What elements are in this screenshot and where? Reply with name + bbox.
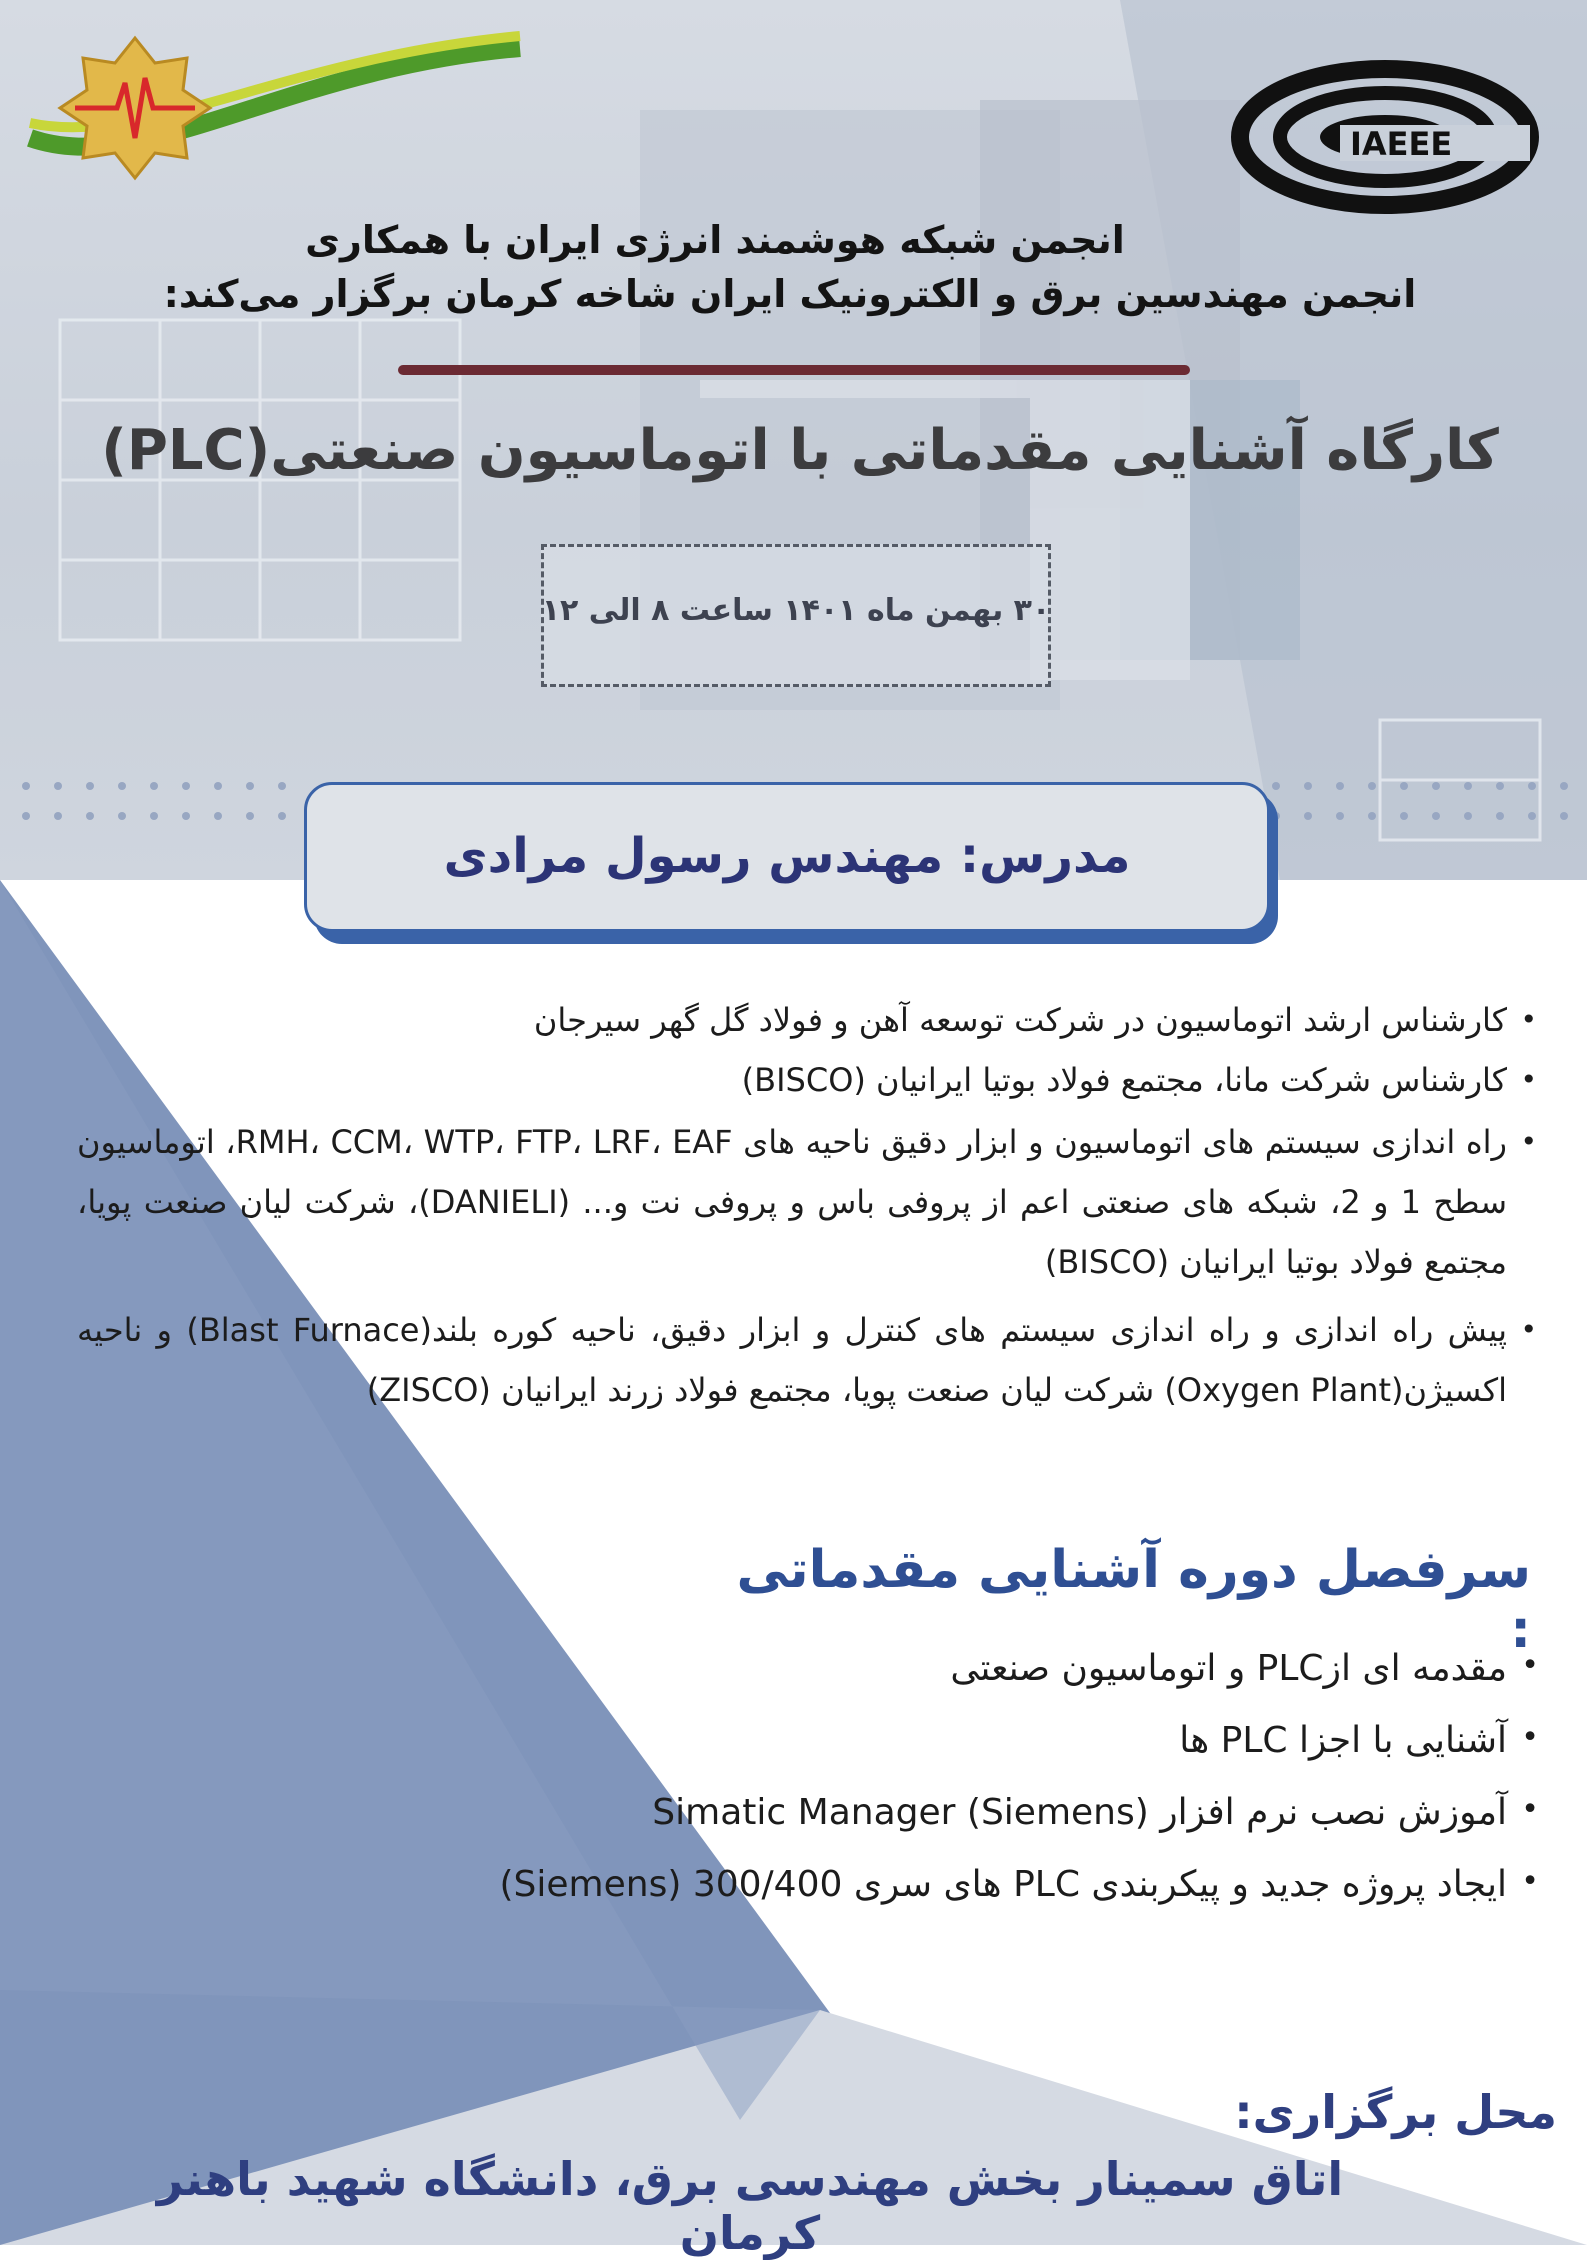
organizer-line-2: انجمن مهندسین برق و الکترونیک ایران شاخه کرمان برگزار می‌کند: [163,272,1417,316]
iaeee-kerman-logo [1190,15,1565,220]
bio-item: • کارشناس شرکت مانا، مجتمع فولاد بوتیا ایرانیان (BISCO) [97,1050,1507,1110]
dots-pattern-right [1268,778,1578,848]
dots-pattern-left [18,778,318,848]
bio-item: • راه اندازی سیستم های اتوماسیون و ابزار دقیق ناحیه های RMH، CCM، WTP، FTP، LRF، EAF، اتوماسیون سطح 1 و 2، شبکه های صنعتی اعم از پروفی باس و پروفی نت و... (DANIELI)، شرکت لیان صنعت پویا، مجتمع فولاد بوتیا ایرانیان (BISCO) [77,1112,1507,1292]
workshop-date: ۳۰ بهمن ماه ۱۴۰۱ ساعت ۸ الی ۱۲ [541,593,1051,628]
venue-label: محل برگزاری: [1234,2085,1557,2139]
organizer-line-1: انجمن شبکه هوشمند انرژی ایران با همکاری [305,218,1125,262]
teacher-name: مدرس: مهندس رسول مرادی [443,828,1131,884]
syllabus-item: • مقدمه ای ازPLC و اتوماسیون صنعتی [950,1648,1507,1689]
background-panels [0,760,1587,2245]
svg-text:IAEEE: IAEEE [1350,125,1453,163]
workshop-title: کارگاه آشنایی مقدماتی با اتوماسیون صنعتی(PLC) [101,418,1499,483]
bio-item: • کارشناس ارشد اتوماسیون در شرکت توسعه آهن و فولاد گل گهر سیرجان [97,990,1507,1050]
smart-grid-society-logo [25,28,525,188]
venue-text: اتاق سمینار بخش مهندسی برق، دانشگاه شهید باهنر کرمان [156,2152,1344,2260]
bio-item: • پیش راه اندازی و راه اندازی سیستم های کنترل و ابزار دقیق، ناحیه کوره بلند(Blast Furnace) و ناحیه اکسیژن(Oxygen Plant) شرکت لیان صنعت پویا، مجتمع فولاد زرند ایرانیان (ZISCO) [77,1300,1507,1420]
syllabus-item: • آموزش نصب نرم افزار (Siemens) Simatic Manager [652,1792,1507,1833]
header-divider [398,365,1190,375]
syllabus-item: • ایجاد پروژه جدید و پیکربندی PLC های سری 300/400 (Siemens) [499,1864,1507,1905]
syllabus-title: سرفصل دوره آشنایی مقدماتی : [736,1540,1531,1660]
syllabus-item: • آشنایی با اجزا PLC ها [1179,1720,1507,1761]
